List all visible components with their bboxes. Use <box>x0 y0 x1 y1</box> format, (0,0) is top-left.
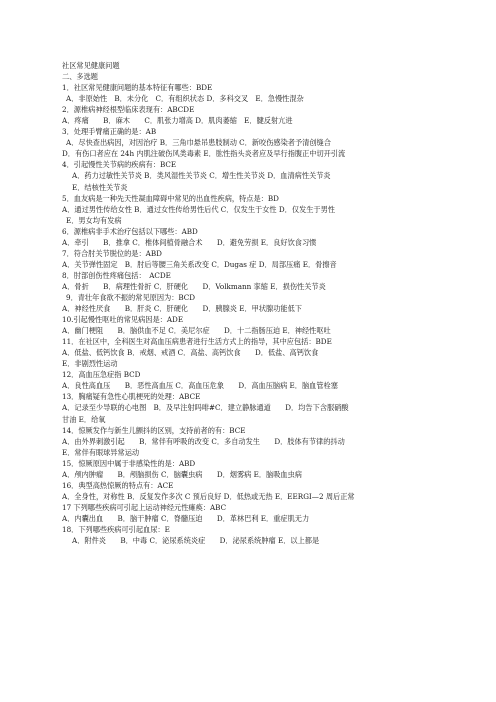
text-line: A．非原始性 B．未分化 C．有组织状态 D．多科交叉 E．急慢性混杂 <box>66 94 304 104</box>
text-line: E．非剧烈性运动 <box>62 359 118 369</box>
text-line: 18．下列哪些疾病可引起血尿：E <box>62 524 170 534</box>
text-line: A．记录至少导联的心电图 B．及早注射吗啡#C．建立静脉通道 D．均告下含服硝酸 <box>62 403 349 413</box>
document-page <box>62 60 462 546</box>
text-line: 12．高血压急症指 BCD <box>62 370 141 380</box>
text-line: 甘油 E．给氧 <box>62 414 106 424</box>
text-line: A．低盐、低钙饮食 B．戒烟、戒酒 C．高盐、高钙饮食 D．低盐、高钙饮食 <box>62 348 319 358</box>
text-line: 8．肘部创伤性疼痛包括： ACDE <box>62 270 171 280</box>
text-line: 10.引起慢性呕吐的常见病因是：ADE <box>62 315 184 325</box>
text-line: A．由外界刺激引起 B．常伴有呼吸的改变 C．多自动发生 D．肢体有节律的抖动 <box>62 436 345 446</box>
text-line: 15．惊厥原因中属于非感染性的是：ABD <box>62 458 196 468</box>
text-line: 1．社区常见健康问题的基本特征有哪些：BDE <box>62 83 213 93</box>
text-line: A．幽门梗阻 B．脑供血不足 C．美尼尔症 D．十二指肠压迫 E．神经性呕吐 <box>62 326 331 336</box>
text-line: E．常伴有眼球异常运动 <box>62 447 140 457</box>
text-line: 9．青壮年食欲不振的常见原因为：BCD <box>66 292 196 302</box>
text-line: A．牵引 B．推拿 C．椎体间植骨融合术 D．避免劳损 E．良好饮食习惯 <box>62 237 317 247</box>
text-line: 5．血友病是一种先天性凝血障碍中常见的出血性疾病，特点是：BD <box>62 193 279 203</box>
text-line: 11．在社区中，全科医生对高血压病患者进行生活方式上的指导，其中应包括：BDE <box>62 337 332 347</box>
text-line: A．关节弹性固定 B．肘后等腰三角关系改变 C．Dugas 症 D．局部压痛 E．骨擦音 <box>62 259 337 269</box>
text-line: A．通过男性传给女性 B．通过女性传给男性后代 C．仅发生于女性 D．仅发生于男性 <box>62 204 335 214</box>
text-line: 6．源椎病非手术治疗包括以下哪些：ABD <box>62 226 198 236</box>
text-line: A．内囊出血 B．脑干肿瘤 C．脊髓压迫 D．革林巴利 E．重症肌无力 <box>62 513 310 523</box>
text-line: 2．源椎病神经根型临床表现有：ABCDE <box>62 105 195 115</box>
text-line: A．神经性厌食 B．肝炎 C．肝硬化 D．胰腺炎 E．甲状腺功能低下 <box>62 304 302 314</box>
text-line: 3．处理手臂痛正确的是：AB <box>62 127 157 137</box>
text-line: A．尽快查出病因，对因治疗 B．三角巾悬吊患肢制动 C．新咬伤感染者予清创缝合 <box>66 138 331 148</box>
text-line: A．良性高血压 B．恶性高血压 C．高血压危象 D．高血压脑病 E．脑血管栓塞 <box>62 381 338 391</box>
text-line: 14．惊厥发作与新生儿颤抖的区别，支持前者的有：BCE <box>62 425 246 435</box>
section-heading: 二、多选题 <box>62 72 98 82</box>
text-line: A．全身性，对称性 B．反复发作多次 C 预后良好 D．低热或无热 E．EERGI—2 周后正常 <box>62 491 355 501</box>
text-line: A．骨折 B．病理性骨折 C．肝硬化 D．Volkmann 挛缩 E．损伤性关节炎 <box>62 281 326 291</box>
text-line: 13．胸痛疑有急性心肌梗死的处理：ABCE <box>62 392 201 402</box>
text-line: 4．引起慢性关节病的疾病有：BCE <box>62 160 177 170</box>
text-line: 7．符合肘关节脱位的是：ABD <box>62 248 162 258</box>
text-line: D．有伤口者应在 24h 内肌注破伤风类毒素 E．肱性指头炎者应及早行指腹正中切开引流 <box>62 149 346 159</box>
text-line: E．结核性关节炎 <box>72 182 128 192</box>
text-line: A．疼痛 B．麻木 C．肌张力增高 D．肌肉萎缩 E．腱反射亢进 <box>62 116 293 126</box>
text-line: A．附件炎 B．中毒 C．泌尿系统炎症 D．泌尿系统肿瘤 E．以上都是 <box>72 536 320 546</box>
text-line: 16．典型高热惊厥的特点有：ACE <box>62 480 174 490</box>
text-line: A．药力过敏性关节炎 B．类风湿性关节炎 C．增生性关节炎 D．血清病性关节炎 <box>72 171 331 181</box>
text-line: E．男女均有发病 <box>66 215 122 225</box>
text-line: A．颅内肿瘤 B．颅脑损伤 C．脑囊虫病 D．烟雾病 E．脑吸血虫病 <box>62 469 302 479</box>
text-line: 17 下列哪些疾病可引起上运动神经元性瘫痪：ABC <box>62 502 227 512</box>
question-list <box>62 82 462 546</box>
document-title: 社区常见健康问题 <box>62 61 120 70</box>
